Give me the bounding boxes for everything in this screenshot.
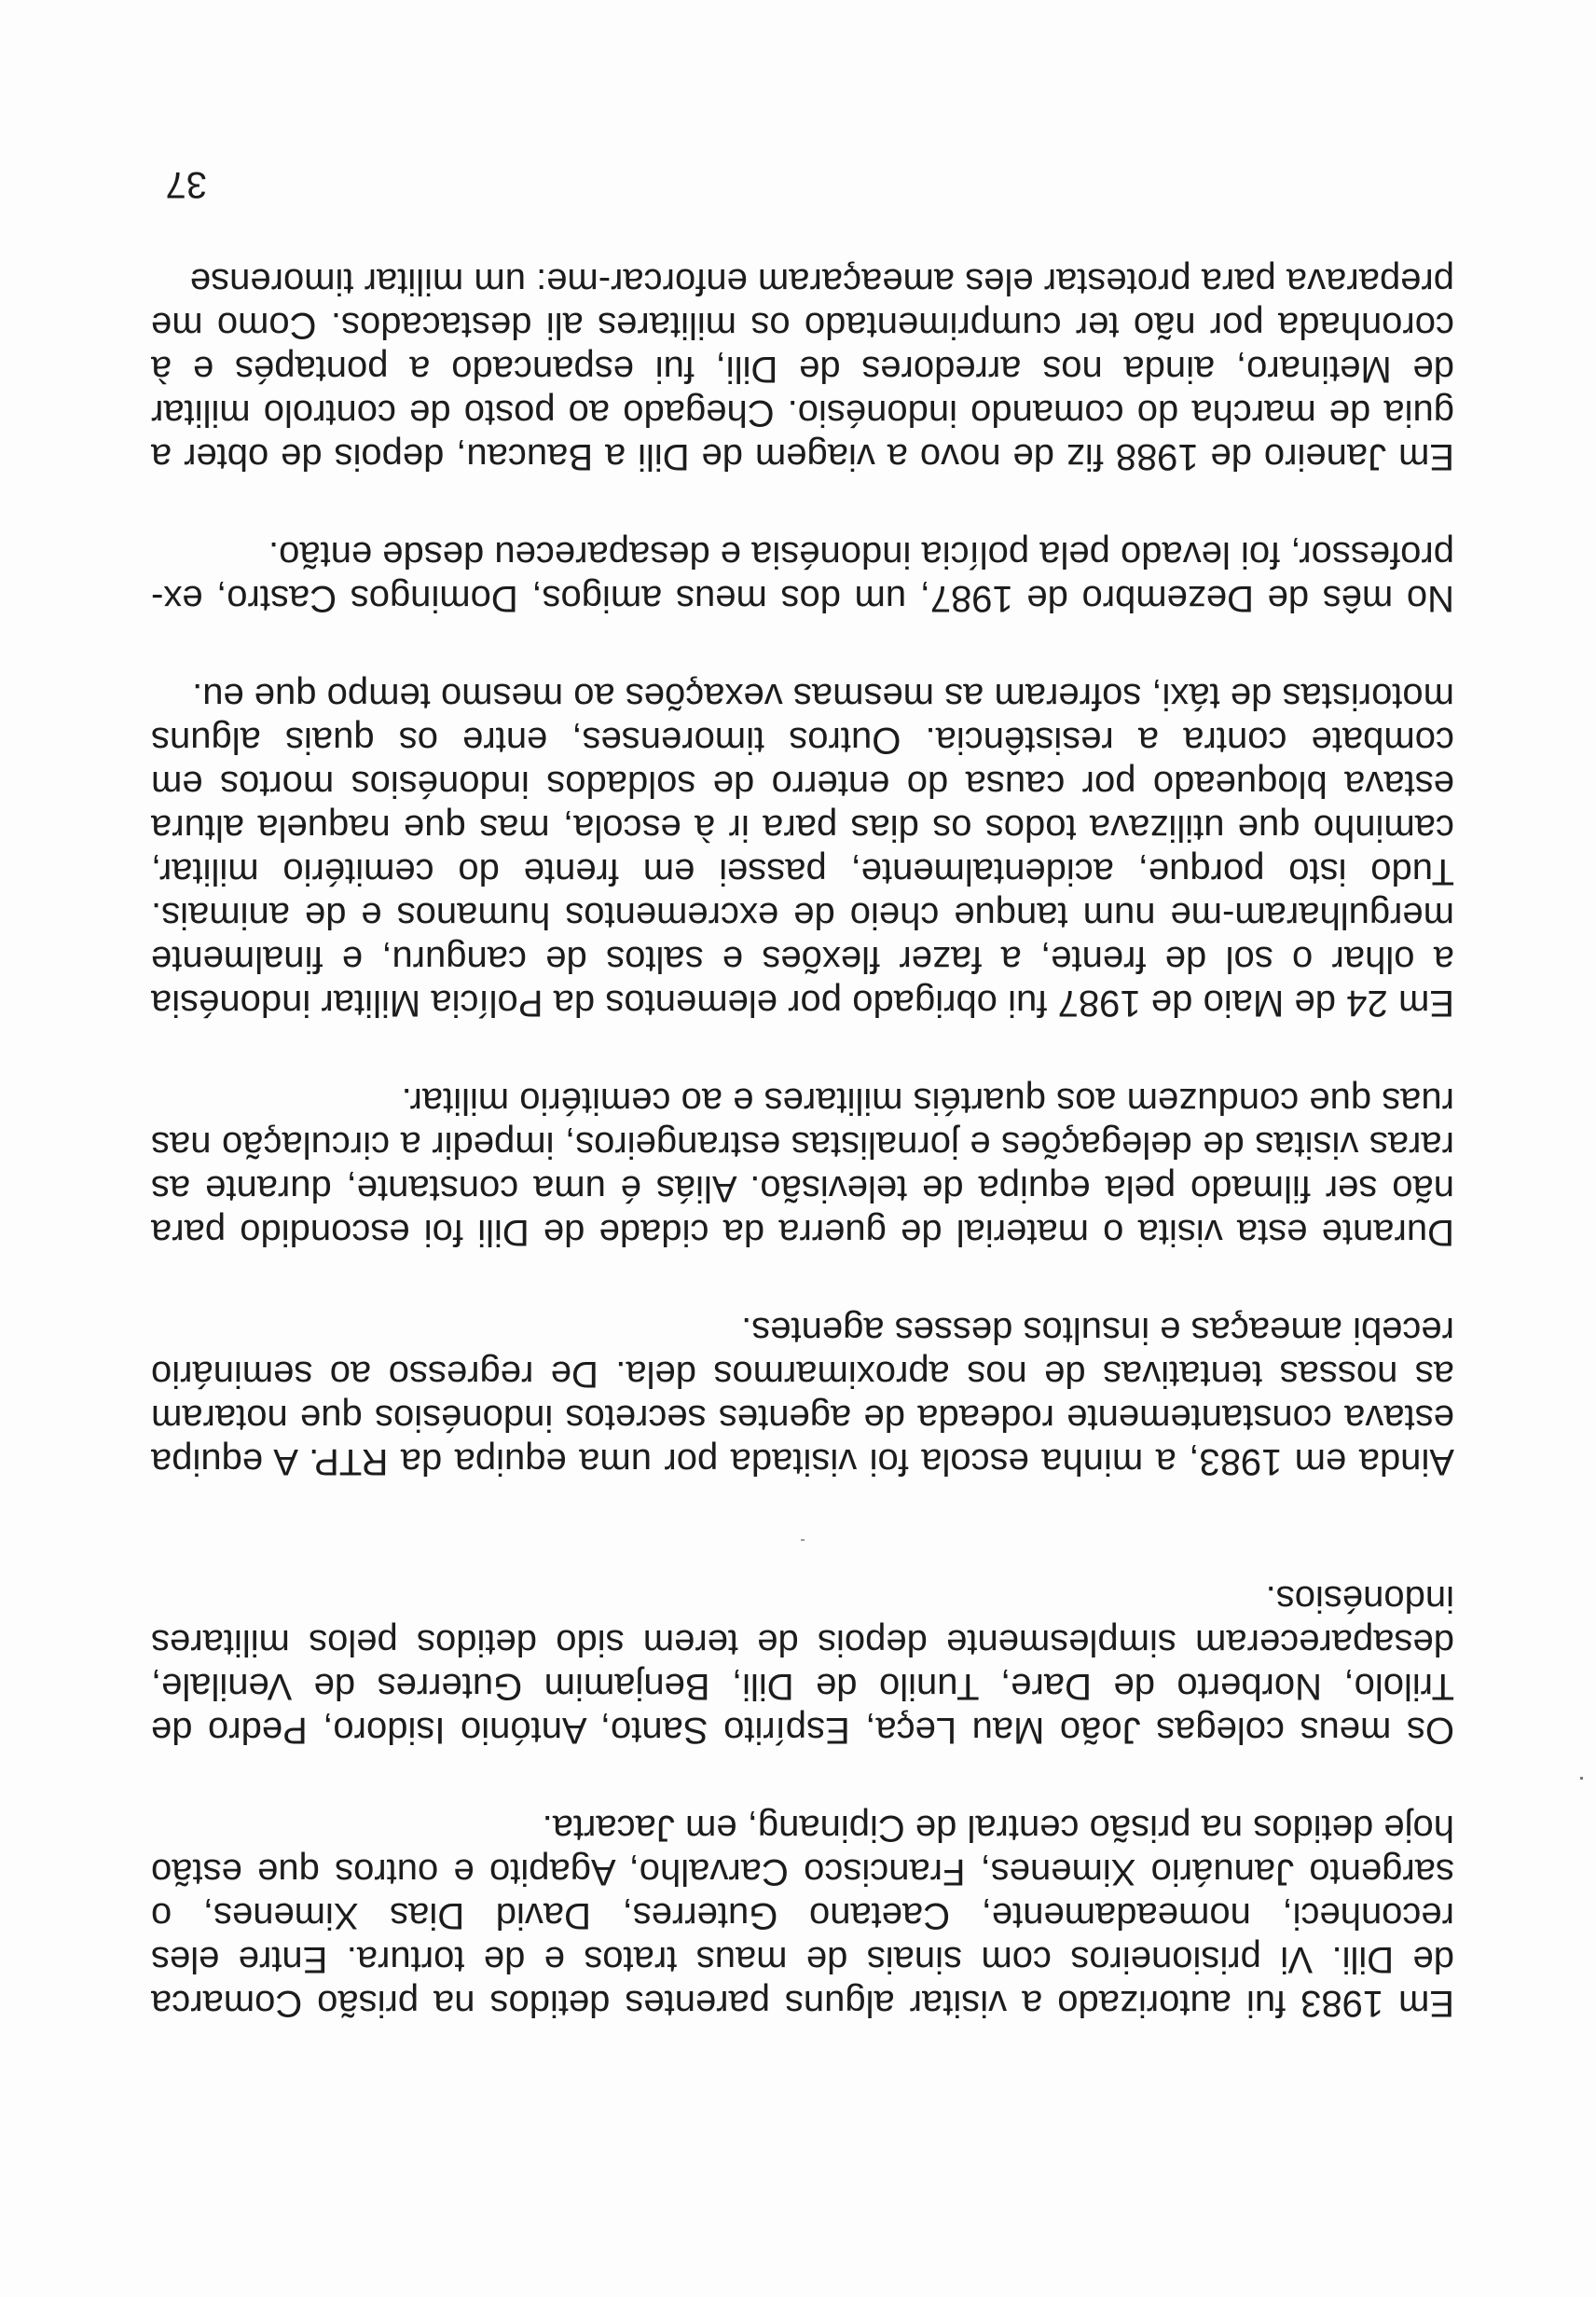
- text-column: [151, 205, 1454, 2025]
- paragraph-7: Em Janeiro de 1988 fiz de novo a viagem de Dili a Baucau, depois de obter a guia de marcha do comando indonésio. Chegado ao posto de controlo militar de Metinaro, ainda nos arredores de Dili, fui espancado a pontapés e à coronhada por não ter cumprimentado os militares ali destacados. Como me preparava para protestar eles ameaçaram enforcar-me: um militar timorense: [151, 261, 1454, 477]
- paragraph-6: No mês de Dezembro de 1987, um dos meus amigos, Domingos Castro, ex-professor, foi levado pela polícia indonésia e desapareceu desde então.: [151, 534, 1454, 619]
- paragraph-1: Em 1983 fui autorizado a visitar alguns parentes detidos na prisão Comarca de Dili. Vi prisioneiros com sinais de maus tratos e de tortura. Entre eles reconheci, nomeadamente, Caetano Guterres, David Dias Ximenes, o sargento Januário Ximenes, Francisco Carvalho, Agapito e outros que estão hoje detidos na prisão central de Cipinang, em Jacarta.: [151, 1808, 1454, 2024]
- paragraph-2: Os meus colegas João Mau Leça, Espírito Santo, António Isidoro, Pedro de Trilolo, Norberto de Dare, Tunilo de Dili, Benjamim Guterres de Venilale, desapareceram simplesmente depois de terem sido detidos pelos militares indonésios.: [151, 1578, 1454, 1751]
- scan-speck: [1580, 1777, 1583, 1780]
- paragraph-4: Durante esta visita o material de guerra da cidade de Dili foi escondido para não ser filmado pela equipa de televisão. Aliás é uma constante, durante as raras visitas de delegações e jornalistas estrangeiros, impedir a circulação nas ruas que conduzem aos quartéis militares e ao cemitério militar.: [151, 1080, 1454, 1253]
- paragraph-3: Ainda em 1983, a minha escola foi visitada por uma equipa da RTP. A equipa estava constantemente rodeada de agentes secretos indonésios que notaram as nossas tentativas de nos aproximarmos dela. De regresso ao seminário recebi ameaças e insultos desses agentes.: [151, 1310, 1454, 1482]
- small-separator-mark: [801, 1539, 805, 1541]
- paragraph-5: Em 24 de Maio de 1987 fui obrigado por elementos da Polícia Militar indonésia a olhar o sol de frente, a fazer flexões e saltos de canguru, e finalmente mergulharam-me num tanque cheio de excrementos humanos e de animais. Tudo isto porque, acidentalmente, passei em frente do cemitério militar, caminho que utilizava todos os dias para ir à escola, mas que naquela altura estava bloqueado por causa do enterro de soldados indonésios mortos em combate contra a resistência. Outros timorenses, entre os quais alguns motoristas de táxi, sofreram as mesmas vexações ao mesmo tempo que eu.: [151, 676, 1454, 1024]
- page-number: 37: [165, 164, 207, 205]
